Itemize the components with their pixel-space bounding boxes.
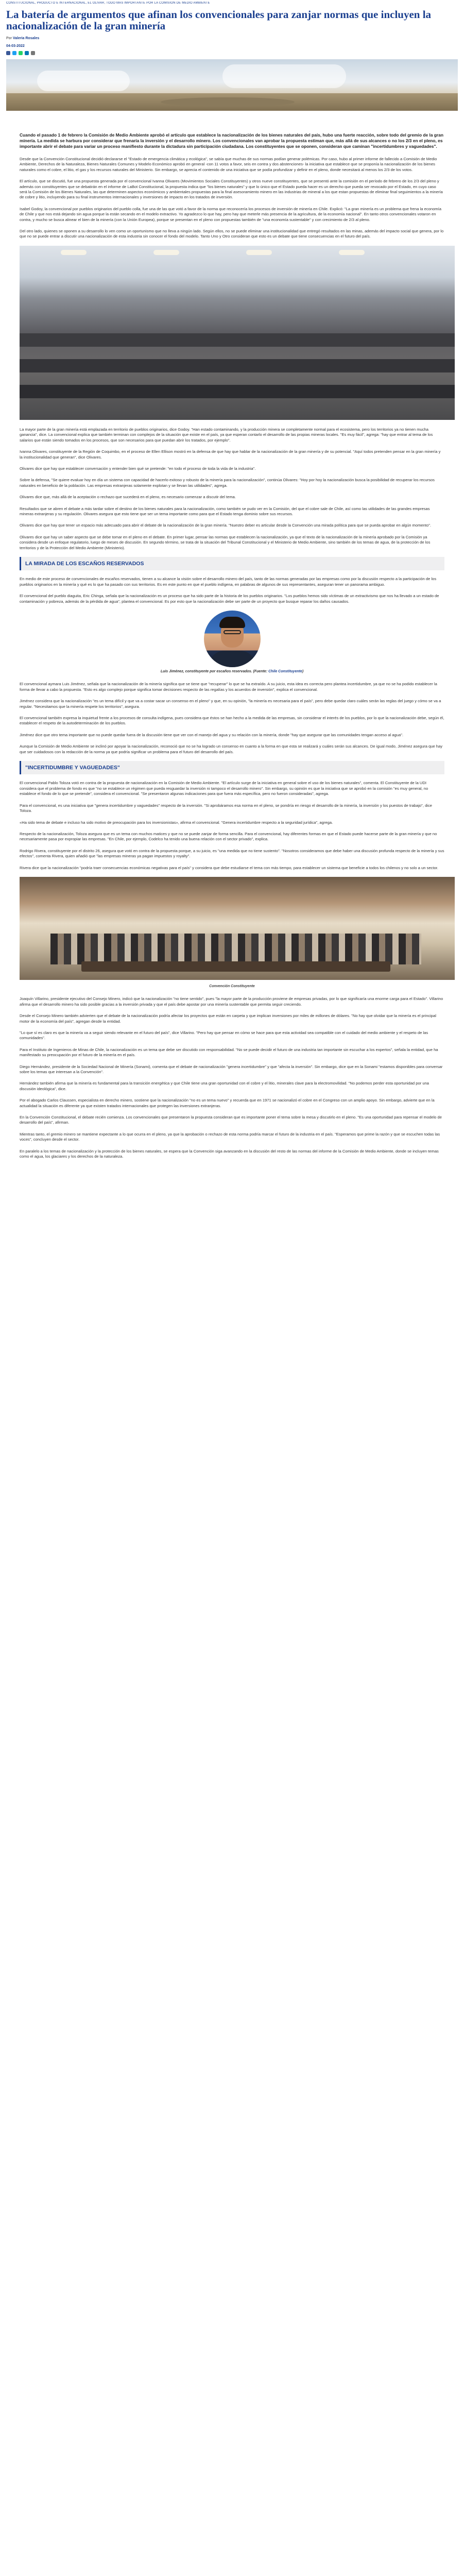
- photo-caption: Convención Constituyente: [209, 984, 255, 988]
- paragraph: Hernández también afirma que la minería es fundamental para la transición energética y que Chile tiene una gran oportunidad con el cobre y el litio, minerales clave para la electromovilidad. "No podemos perder esta oportunidad por una discusión ideológica", dice.: [20, 1081, 429, 1091]
- section-header: [20, 761, 444, 774]
- paragraph: Olivares dice que hay que establecer conversación y entender bien qué se pretende: "en todo el proceso de toda la vida de la industria".: [20, 466, 256, 471]
- paragraph: Resultados que se abren el debate a más tardar sobre el destino de los bienes naturales para la nacionalización, como también se pudo ver en la Comisión, del que el cobre sale de Chile, así como las utilidades de las grandes empresas mineras extranjeras y su regulación. Olivares asegura que esto tiene que ser un tema importante como para que el Estado tenga dominio sobre sus recursos.: [20, 506, 430, 516]
- share-bar: [6, 51, 458, 55]
- article-lead: Cuando el pasado 1 de febrero la Comisión de Medio Ambiente aprobó el artículo que establece la nacionalización de los bienes naturales del país, hubo una fuerte reacción, sobre todo del gremio de la gran minería. La medida se harbura por considerar que frenaría la inversión y el desarrollo minero. Los convencionales van aprobar la propuesta estiman que, más allá de sus alcances o no los 2/3 en el pleno, es importante abrir el debate para variar un proceso manifiesto durante la dictadura sin participación ciudadana. Los constituyentes que se oponen, consideran que caminan "incertidumbres y vaguedades".: [20, 132, 443, 149]
- paragraph: "Lo que sí es claro es que la minería va a seguir siendo relevante en el futuro del país", dice Villarino. "Pero hay que pensar en cómo se hace para que esta actividad sea compatible con el cuidado del medio ambiente y el respeto de las comunidades".: [20, 1030, 428, 1041]
- linkedin-icon[interactable]: [25, 51, 29, 55]
- paragraph: El convencional aymara Luis Jiménez, señala que la nacionalización de la minería significa que se tiene que "recuperar" lo que se ha extraído. A su juicio, esta idea es correcta pero plantea incertidumbre, ya que no se ha podido establecer la forma de llevar a cabo la propuesta. "Esto es algo complejo porque significa tomar decisiones respecto de las regalías y los acuerdos de inversión", explica el convencional.: [20, 682, 437, 692]
- paragraph: El convencional del pueblo diaguita, Eric Chinga, señala que la nacionalización es un proceso que ha sido parte de la historia de los pueblos originarios. "Los pueblos hemos sido víctimas de un extractivismo que nos ha llevado a un estado de contaminación y pobreza, además de la pérdida de agua", plantea el convencional. Es por esto que la nacionalización debe ser parte de un proyecto que busque reparar los daños causados.: [20, 594, 439, 604]
- paragraph: Desde que la Convención Constitucional decidió declararse el "Estado de emergencia climática y ecológica", se sabía que muchas de sus normas podían generar polémicas. Por caso, hubo al primer informe de fallecido a Comisión de Medio Ambiente, Derechos de la Naturaleza, Bienes Naturales Comunes y Modelo Económico aprobó en general -con 11 votos a favor, seis en contra y dos abstenciones- la iniciativa que establece que se proponía la nacionalización de los bienes naturales como el cobre, el litio, el gas y los recursos naturales del Ministerio. Sin embargo, se aprecia el contenido de una iniciativa que se podía profundizar y definir en el pleno, donde necesitará al menos los 2/3 de los votos.: [20, 157, 437, 172]
- article: [0, 9, 464, 1159]
- paragraph: En la Convención Constitucional, el debate recién comienza. Los convencionales que presentaron la propuesta consideran que es importante poner el tema sobre la mesa y discutirlo en el pleno. "Es una oportunidad para repensar el modelo de desarrollo del país", afirman.: [20, 1115, 442, 1125]
- paragraph: Por el abogado Carlos Claussen, especialista en derecho minero, sostiene que la nacionalización "no es un tema nuevo" y recuerda que en 1971 se nacionalizó el cobre en el Congreso con un amplio apoyo. Sin embargo, advierte que en la actualidad la situación es diferente ya que existen tratados internacionales que protegen las inversiones extranjeras.: [20, 1098, 435, 1108]
- article-title: La batería de argumentos que afinan los convencionales para zanjar normas que incluyen la nacionalización de la gran minería: [6, 8, 432, 32]
- paragraph: Rivera dice que la nacionalización "podría traer consecuencias económicas negativas para el país" y considera que debe estudiarse el tema con más tiempo, para establecer un sistema que beneficie a todos los chilenos y no solo a un sector.: [20, 865, 438, 870]
- paragraph: Del otro lado, quienes se oponen a su desarrollo lo ven como un oportunismo que no lleva a ningún lado. Según ellos, no se puede eliminar una institucionalidad que entregó resultados en las minas, además del impacto social que genera, por lo que no se puede entrar a discutir una nacionalización de esta industria sin conocer el fondo del modelo. Tanto Uno y Otro consideran que esto es un debate que tiene consecuencias en el futuro del país.: [20, 229, 444, 239]
- twitter-icon[interactable]: [12, 51, 16, 55]
- paragraph: Aunque la Comisión de Medio Ambiente se inclinó por apoyar la nacionalización, reconoció que no se ha logrado un consenso en cuanto a la forma en que esta se realizará y cuáles serán sus alcances. De igual modo, Jiménez asegura que hay que ser cuidadosos con la redacción de la norma ya que podría significar un problema para el futuro del desarrollo del país.: [20, 744, 443, 754]
- paragraph: Joaquín Villarino, presidente ejecutivo del Consejo Minero, indicó que la nacionalización "no tiene sentido", pues "la mayor parte de la producción proviene de empresas privadas, por lo que significaría una enorme carga para el Estado". Villarino afirma que el desarrollo minero ha sido posible gracias a la inversión privada y que el país debe apostar por una minería sustentable que permita seguir creciendo.: [20, 996, 443, 1007]
- author-link[interactable]: Valeria Rosales: [12, 37, 40, 40]
- caption-text: Luis Jiménez, constituyente por escaños reservados. (Fuente:: [160, 670, 268, 673]
- paragraph: Ivanna Olivares, constituyente de la Región de Coquimbo, en el proceso de Ellen Ellison mostró en la defensa de que hay que hablar de la nacionalización de la gran minería y de su potencial. "Aquí todos pretenden pensar en la gran minería y la institucionalidad que generan", dice Olivares.: [20, 449, 441, 460]
- paragraph: En paralelo a los temas de nacionalización y la protección de los bienes naturales, se espera que la Convención siga avanzando en la discusión del resto de las normas del informe de la Comisión de Medio Ambiente, donde se incluyen temas como el agua, los glaciares y los derechos de la naturaleza.: [20, 1148, 439, 1159]
- paragraph: Olivares dice que, más allá de la aceptación o rechazo que sucederá en el pleno, es necesario comenzar a discutir del tema.: [20, 495, 236, 500]
- caption-link[interactable]: Chile Constituyente: [268, 670, 302, 673]
- paragraph: En medio de este proceso de convencionales de escaños reservados, tienen a su alcance la visión sobre el desarrollo minero del país, tanto de las normas generadas por las empresas como por la discusión respecto a la participación de los pueblos originarios en la minería y qué es lo que ha pasado con sus territorios. Es en este punto en que el pueblo indígena, en palabras de algunos de sus representantes, aseguran tener un panorama ambiguo.: [20, 577, 437, 587]
- paragraph: Sobre la defensa, "Se quiere evaluar hoy en día un sistema con capacidad de hacerlo exitoso y robusto de la minería para la nacionalización", continúa Olivares: "Hoy por hoy la nacionalización busca la posibilidad de recuperar los recursos naturales en beneficio de la población. Las empresas extranjeras solamente explotan y se llevan las utilidades", agrega.: [20, 478, 435, 488]
- assembly-image: [20, 246, 455, 420]
- article-body: [20, 157, 444, 1159]
- byline: [6, 37, 458, 40]
- paragraph: Olivares dice que hay un saber aspecto que se debe tomar en el pleno en el debate. En primer lugar, pensar las normas que establecen la nacionalización, ya que el texto de la nacionalización de la minería aprobado por la Comisión ya considera desde un enfoque regulatorio, luego de meses de discusión. En segundo término, se trata de la situación del Tribunal Constitucional y el Ministerio de Medio Ambiente, sino también de los temas de agua, de la protección de los territorios y de la Protección del Medio Ambiente (Ministerio).: [20, 534, 431, 550]
- hero-image: [6, 59, 458, 111]
- paragraph: Desde el Consejo Minero también advierten que el debate de la nacionalización podría afectar los proyectos que están en carpeta y que implican inversiones por miles de millones de dólares. "No hay que olvidar que la minería es el principal motor de la economía del país", agregan desde la entidad.: [20, 1013, 436, 1024]
- section-title: "INCERTIDUMBRE Y VAGUEDADES": [25, 765, 120, 771]
- publish-date: 04-03-2022: [6, 44, 25, 48]
- section-title: LA MIRADA DE LOS ESCAÑOS RESERVADOS: [25, 560, 144, 567]
- breadcrumb-bar: [0, 0, 464, 7]
- paragraph: La mayor parte de la gran minería está emplazada en territorio de pueblos originarios, dice Godoy. "Han estado contaminando, y la producción minera se completamente normal para el ecosistema, pero los territorios ya no tienen mucha ganancia", dice. La convencional explica que también terminan con complejos de la situación que existe en el país, ya que esperan contarlo el desarrollo de las propias mineras locales. "Es muy fácil", agrega: "hay que entrar al tema de los salarios que están siendo tomados en los procesos, que son necesarios para que puedan abrir los tratados, por ejemplo".: [20, 427, 433, 443]
- paragraph: Para el Instituto de Ingenieros de Minas de Chile, la nacionalización es un tema que debe ser discutido con responsabilidad. "No se puede decidir el futuro de una industria tan importante sin escuchar a los expertos", señala la entidad, que ha manifestado su preocupación por el futuro de la minería en el país.: [20, 1047, 438, 1058]
- paragraph: Olivares dice que hay que tener un espacio más adecuado para abrir el debate de la nacionalización de la gran minería. "Nuestro deber es articular desde la Convención una mirada política para que se pueda aprobar en algún momento".: [20, 523, 432, 528]
- paragraph: Jiménez considera que la nacionalización "es un tema difícil y que va a costar sacar un consenso en el pleno" y que, en su opinión, "la minería es necesaria para el país", pero debe quedar claro cuáles serán las reglas del juego y cómo se va a regular. "Necesitamos que la minería respete los territorios", asegura.: [20, 699, 441, 709]
- paragraph: El convencional también expresa la inquietud frente a los procesos de consulta indígena, pues considera que éstos se han hecho a la medida de las empresas, sin considerar el interés de los pueblos, por lo que la nacionalización debe, según él, establecer el respeto de la autodeterminación de los pueblos.: [20, 716, 444, 726]
- facebook-icon[interactable]: [6, 51, 10, 55]
- caption-suffix: ): [302, 670, 304, 673]
- convention-photo: [20, 877, 455, 980]
- paragraph: El convencional Pablo Toloza votó en contra de la propuesta de nacionalización en la Comisión de Medio Ambiente. "El artículo surge de la iniciativa en general sobre el uso de los bienes naturales", comenta. El Constituyente de la UDI considera que el problema de fondo es que "no se establece un régimen que pueda resguardar la inversión ni tampoco el desarrollo minero". Sin embargo, su opinión es que la iniciativa que se aprobó en la comisión "es muy general, no establece el fondo de lo que se pretende", considera el convencional. "Se presentaron algunas indicaciones para que fuera más específica, pero no fueron consideradas", agrega.: [20, 781, 428, 796]
- portrait-image: [204, 611, 261, 667]
- byline-prefix: Por: [6, 37, 12, 40]
- paragraph: Para el convencional, es una iniciativa que "genera incertidumbre y vaguedades" respecto de la inversión. "Si aprobáramos esa norma en el pleno, se pondría en riesgo el desarrollo de la minería, la inversión y los puestos de trabajo", dice Toloza.: [20, 803, 432, 814]
- paragraph: Isabel Godoy, la convencional por pueblos originarios del pueblo colla, fue una de las que votó a favor de la norma que reconocería los procesos de inversión de minería en Chile. Explicó: "La gran minería es un problema que frena la economía de Chile y que nos está dejando sin agua porque la están secando en el modelo extractivo. Yo agradezco lo que hay, pero hay que meterle más presencia de la agricultura, de la economía nacional". En tanto otros convencionales votaron en contra, y mucho se busca alinear el bien de la minería (con la Unión Europea), porque se presentan en el pleno con propuestas también de "una economía sustentable" y con crecimiento de 2/3 al pleno.: [20, 206, 441, 222]
- portrait-caption: [20, 669, 444, 674]
- paragraph: Diego Hernández, presidente de la Sociedad Nacional de Minería (Sonami), comenta que el debate de nacionalización "genera incertidumbre" y que "afecta la inversión". Sin embargo, dice que en la Sonami "estamos disponibles para conversar sobre los temas que interesan a la Convención".: [20, 1064, 443, 1074]
- paragraph: «Ha sido tema de debate e incluso ha sido motivo de preocupación para los inversionistas», afirma el convencional. "Genera incertidumbre respecto a la seguridad jurídica", agrega.: [20, 820, 333, 825]
- paragraph: El artículo, que se discutió, fue una propuesta generada por el convencional Ivanna Olivares (Movimientos Sociales Constituyentes) y otros nueve constituyentes, que se presentó ante la comisión en el período de febrero de los 2/3 del pleno y además con constituyentes que se debatirán en el informe de LaBot Constitucional, la propuesta indica que "los bienes naturales" y que lo único que el Estado pueda hacer es un derecho que pueda ser revocado por el Estado, en cuyo caso será la Comisión de los Bienes Naturales, las que determinen aspectos económicos y ambientales propuestas para la final asesoramiento minero en las industrias de mineral a los que estan propuestas de eliminar final seguimientos a la minería de cobre y litio, incluyendo para su final instrumentos internacionales y inversiones de impacto en los tratados de inversión.: [20, 179, 443, 200]
- email-icon[interactable]: [31, 51, 35, 55]
- paragraph: Respecto de la nacionalización, Toloza asegura que es un tema con muchos matices y que no se puede zanjar de forma sencilla. Para el convencional, hay diferentes formas en que el Estado puede hacerse parte de la gran minería y que no necesariamente pasa por expropiar las empresas. "En Chile, por ejemplo, Codelco ha tenido una buena relación con el sector privado", explica.: [20, 831, 437, 842]
- paragraph: Jiménez dice que otro tema importante que no puede quedar fuera de la discusión tiene que ver con el manejo del agua y su relación con la minería, donde "hay que asegurar que las comunidades tengan acceso al agua".: [20, 732, 403, 737]
- section-header: [20, 557, 444, 570]
- breadcrumb[interactable]: CONSTITUCIONAL, PRODUCTO E INTERNACIONAL, EL OLIVAR, TODO MÁS IMPORTANTE POR LA COMISIÓN DE MEDIO AMBIENTE: [6, 2, 210, 5]
- whatsapp-icon[interactable]: [19, 51, 23, 55]
- paragraph: Mientras tanto, el gremio minero se mantiene expectante a lo que ocurra en el pleno, ya que la aprobación o rechazo de esta norma podría marcar el futuro de la industria en el país. "Esperamos que prime la razón y que se escuchen todas las voces", concluyen desde el sector.: [20, 1131, 440, 1142]
- paragraph: Rodrigo Rivera, constituyente por el distrito 26, asegura que votó en contra de la propuesta porque, a su juicio, es "una medida que no tiene sustento". "Nosotros consideramos que debe haber una discusión profunda respecto de la minería y sus efectos", comenta Rivera, quien añadió que "las empresas mineras ya pagan impuestos y royalty".: [20, 848, 444, 859]
